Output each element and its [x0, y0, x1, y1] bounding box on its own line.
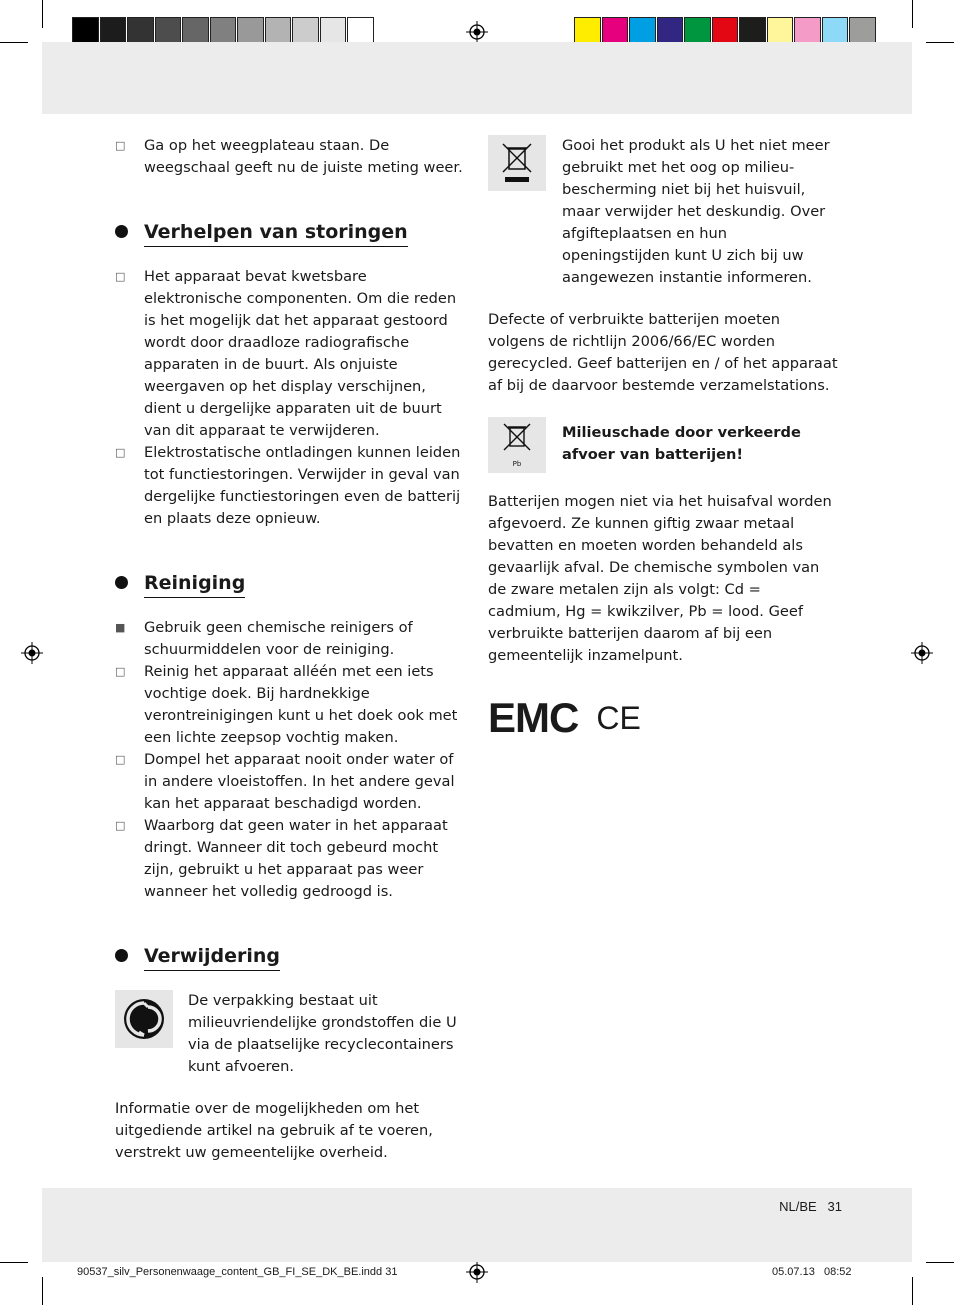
battery-warning-title: Milieuschade door verkeerde afvoer van batterijen! [562, 424, 801, 463]
color-swatch [320, 17, 347, 45]
color-swatch [347, 17, 374, 45]
section-heading-cleaning: Reiniging [115, 570, 467, 598]
color-swatch [292, 17, 319, 45]
bullet-dot-icon [115, 949, 128, 962]
crop-mark [912, 1277, 913, 1305]
checkbox-bullet-icon: □ [115, 446, 126, 459]
color-swatch [794, 17, 821, 45]
list-item: □ Het apparaat bevat kwetsbare elektronische componenten. Om die reden is het mogelijk dat het apparaat gestoord wordt door draadloze radiografische apparaten in de buurt. Als onjuiste weergaven op het display verschijnen, dient u dergelijke apparaten uit de buurt van dit apparaat te verwijderen. [115, 268, 457, 439]
color-swatch [712, 17, 739, 45]
color-swatch [822, 17, 849, 45]
battery-warning-row [488, 417, 838, 473]
bullet-dot-icon [115, 576, 128, 589]
color-swatch [127, 17, 154, 45]
green-dot-recycle-icon [115, 990, 173, 1048]
weee-text: Gooi het produkt als U het niet meer gebruikt met het oog op milieu-bescherming niet bij het huisvuil, maar verwijder het deskundig. Over afgifteplaatsen en hun openingstijden kunt U zich bij uw aangewezen instantie informeren. [562, 137, 830, 286]
crop-mark [926, 42, 954, 43]
registration-mark-icon [21, 642, 43, 664]
battery-disposal-text: Batterijen mogen niet via het huisafval worden afgevoerd. Ze kunnen giftig zwaar metaal bevatten en moeten worden behandeld als gevaarlijk afval. De chemische symbolen van de zware metalen zijn als volgt: Cd = cadmium, Hg = kwikzilver, Pb = lood. Geef verbruikte batterijen daarom af bij een gemeentelijk inzamelpunt. [488, 493, 832, 664]
crop-mark [42, 0, 43, 28]
checkbox-bullet-icon: □ [115, 139, 126, 152]
color-swatch [182, 17, 209, 45]
crop-mark [0, 42, 28, 43]
print-date-time: 05.07.13 08:52 [772, 1266, 852, 1278]
list-item: □ Elektrostatische ontladingen kunnen leiden tot functiestoringen. Verwijder in geval van dergelijke functiestoringen even de batterij en plaats deze opnieuw. [115, 444, 461, 527]
packaging-text: De verpakking bestaat uit milieuvriendelijke grondstoffen die U via de plaatselijke recyclecontainers kunt afvoeren. [188, 992, 457, 1075]
battery-directive-text: Defecte of verbruikte batterijen moeten volgens de richtlijn 2006/66/EC worden gerecycled. Geef batterijen en / of het apparaat af bij de daarvoor bestemde verzamelstations. [488, 311, 838, 394]
crossed-bin-icon [488, 135, 546, 191]
bullet-dot-icon [115, 225, 128, 238]
crop-mark [42, 1277, 43, 1305]
crop-mark [0, 1262, 28, 1263]
checkbox-bullet-icon: □ [115, 665, 126, 678]
color-swatch [574, 17, 601, 45]
section-heading-troubleshooting: Verhelpen van storingen [115, 219, 467, 247]
crossed-battery-bin-icon [488, 417, 546, 473]
header-band [42, 42, 912, 114]
left-column [115, 135, 467, 1164]
filled-square-bullet-icon: ■ [115, 621, 126, 634]
packaging-row [115, 990, 467, 1078]
troubleshooting-list [115, 266, 467, 530]
crop-mark [912, 0, 913, 28]
list-item: □ Reinig het apparaat alléén met een iets vochtige doek. Bij hardnekkige verontreinigingen kunt u het doek ook met een lichte zeepsop vochtig maken. [115, 663, 458, 746]
color-swatch [767, 17, 794, 45]
registration-mark-icon [466, 21, 488, 43]
ce-mark: CE [596, 700, 641, 736]
color-swatch [155, 17, 182, 45]
color-swatch [602, 17, 629, 45]
page-number: NL/BE 31 [779, 1199, 842, 1214]
color-swatch [265, 17, 292, 45]
pb-label: Pb [512, 460, 522, 468]
checkbox-bullet-icon: □ [115, 270, 126, 283]
disposal-info-text: Informatie over de mogelijkheden om het uitgediende artikel na gebruik af te voeren, verstrekt uw gemeentelijke overheid. [115, 1100, 433, 1161]
list-item: ■ Gebruik geen chemische reinigers of schuurmiddelen voor de reiniging. [115, 619, 413, 658]
color-swatch [100, 17, 127, 45]
registration-mark-icon [466, 1261, 488, 1283]
color-swatch [629, 17, 656, 45]
checkbox-bullet-icon: □ [115, 819, 126, 832]
color-swatch [657, 17, 684, 45]
emc-ce-marks [488, 694, 838, 741]
emc-label: EMC [488, 694, 579, 741]
color-swatch [210, 17, 237, 45]
registration-mark-icon [911, 642, 933, 664]
color-swatch [237, 17, 264, 45]
list-item: □ Ga op het weegplateau staan. De weegschaal geeft nu de juiste meting weer. [115, 137, 463, 176]
intro-list [115, 135, 467, 179]
section-heading-disposal: Verwijdering [115, 943, 467, 971]
color-swatch [739, 17, 766, 45]
right-column [488, 135, 838, 739]
weee-row [488, 135, 838, 289]
indd-file-info: 90537_silv_Personenwaage_content_GB_FI_SE_DK_BE.indd 31 [77, 1266, 398, 1278]
color-swatch [72, 17, 99, 45]
color-swatch [684, 17, 711, 45]
cleaning-list [115, 617, 467, 903]
list-item: □ Dompel het apparaat nooit onder water of in andere vloeistoffen. In het andere geval kan het apparaat beschadigd worden. [115, 751, 455, 812]
checkbox-bullet-icon: □ [115, 753, 126, 766]
color-swatch [849, 17, 876, 45]
list-item: □ Waarborg dat geen water in het apparaat dringt. Wanneer dit toch gebeurd mocht zijn, gebruikt u het apparaat pas weer wanneer het volledig gedroogd is. [115, 817, 448, 900]
crop-mark [926, 1262, 954, 1263]
